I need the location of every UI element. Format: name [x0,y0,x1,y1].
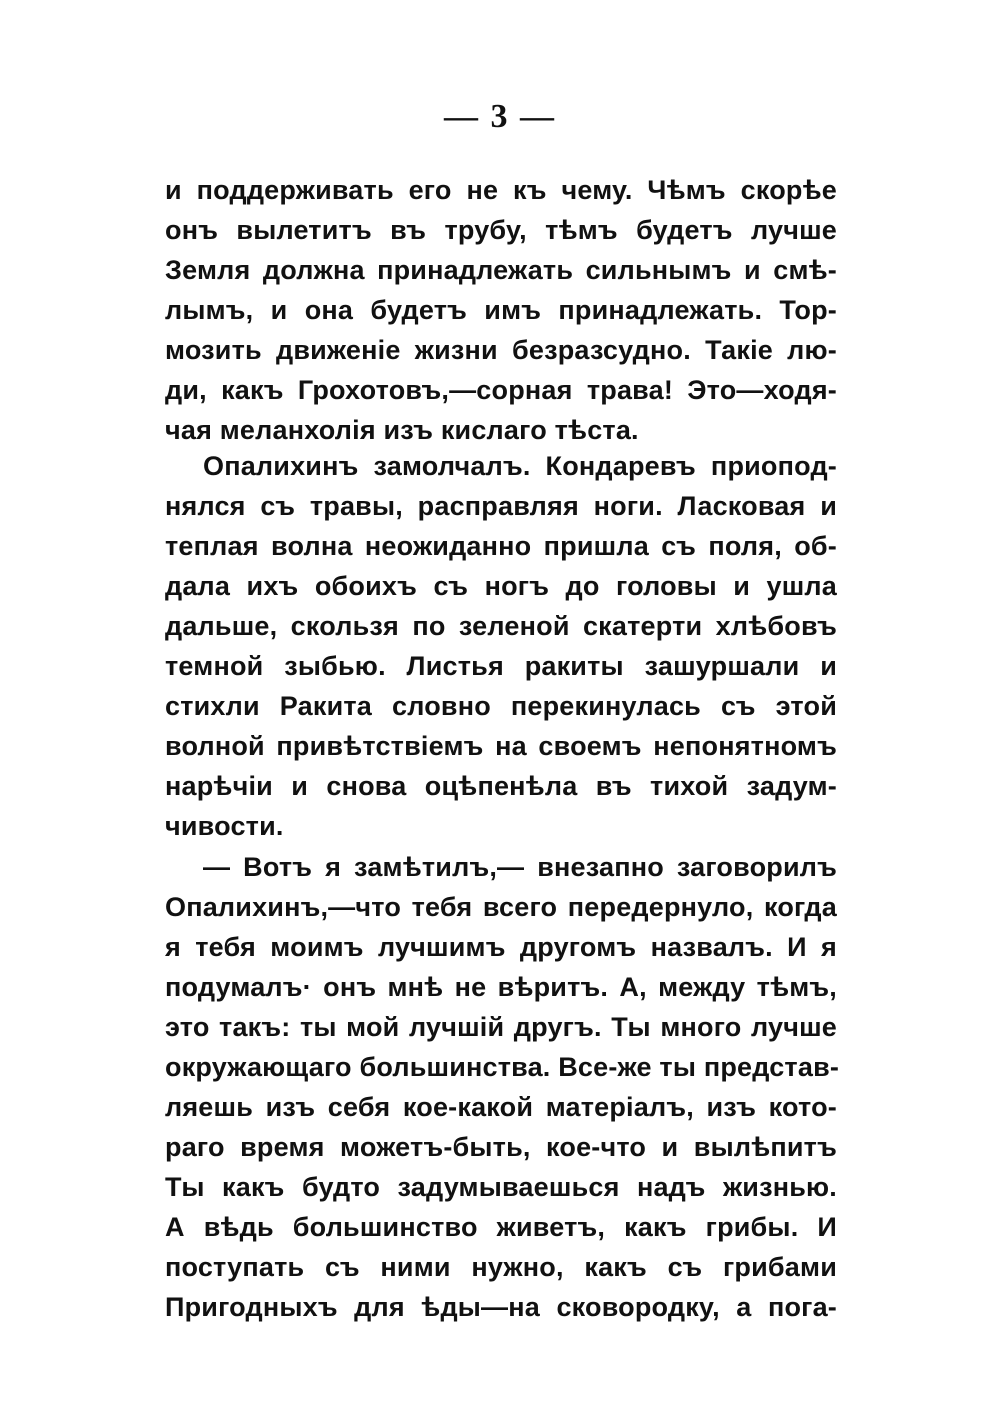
text-line: онъ вылетитъ въ трубу, тѣмъ будетъ лучше [165,215,837,245]
text-line: Ты какъ будто задумываешься надъ жизнью. [165,1172,837,1202]
text-line: чая меланхолiя изъ кислаго тѣста. [165,415,639,445]
text-line: это такъ: ты мой лучшiй другъ. Ты много лучше [165,1012,837,1042]
text-line: ди, какъ Грохотовъ,—сорная трава! Это—ходя- [165,375,837,405]
text-line: теплая волна неожиданно пришла съ поля, об- [165,531,837,561]
text-line: подумалъ· онъ мнѣ не вѣритъ. А, между тѣмъ, [165,972,837,1002]
text-line: мозить движенiе жизни безразсудно. Такiе лю- [165,335,837,365]
text-line: стихли Ракита словно перекинулась съ этой [165,691,837,721]
text-line: Опалихинъ замолчалъ. Кондаревъ приопод- [203,451,837,481]
paragraph [165,446,837,846]
text-line: раго время можетъ-быть, кое-что и вылѣпитъ [165,1132,837,1162]
text-line: я тебя моимъ лучшимъ другомъ назвалъ. И я [165,932,837,962]
text-line: чивости. [165,811,284,841]
text-line: лымъ, и она будетъ имъ принадлежать. Тор- [165,295,837,325]
text-line: темной зыбью. Листья ракиты зашуршали и [165,651,837,681]
text-line: поступать съ ними нужно, какъ съ грибами [165,1252,837,1282]
text-line: нялся съ травы, расправляя ноги. Ласковая и [165,491,837,521]
text-line: — Вотъ я замѣтилъ,— внезапно заговорилъ [203,852,837,882]
text-line: волной привѣтствiемъ на своемъ непонятномъ [165,731,837,761]
text-line: и поддерживать его не къ чему. Чѣмъ скорѣе [165,175,837,205]
text-line: Земля должна принадлежать сильнымъ и смѣ- [165,255,837,285]
text-line: Пригодныхъ для ѣды—на сковородку, а пога- [165,1292,837,1322]
text-line: окружающаго большинства. Все-же ты представ- [165,1052,840,1082]
text-line: дала ихъ обоихъ съ ногъ до головы и ушла [165,571,837,601]
text-line: Опалихинъ,—что тебя всего передернуло, когда [165,892,837,922]
text-line: ляешь изъ себя кое-какой матерiалъ, изъ кото- [165,1092,837,1122]
page-number: — 3 — [444,98,556,135]
text-line: нарѣчiи и снова оцѣпенѣла въ тихой задум- [165,771,837,801]
text-line: дальше, скользя по зеленой скатерти хлѣбовъ [165,611,837,641]
paragraph [165,847,840,1327]
text-line: А вѣдь большинство живетъ, какъ грибы. И [165,1212,837,1242]
paragraph [165,170,837,450]
